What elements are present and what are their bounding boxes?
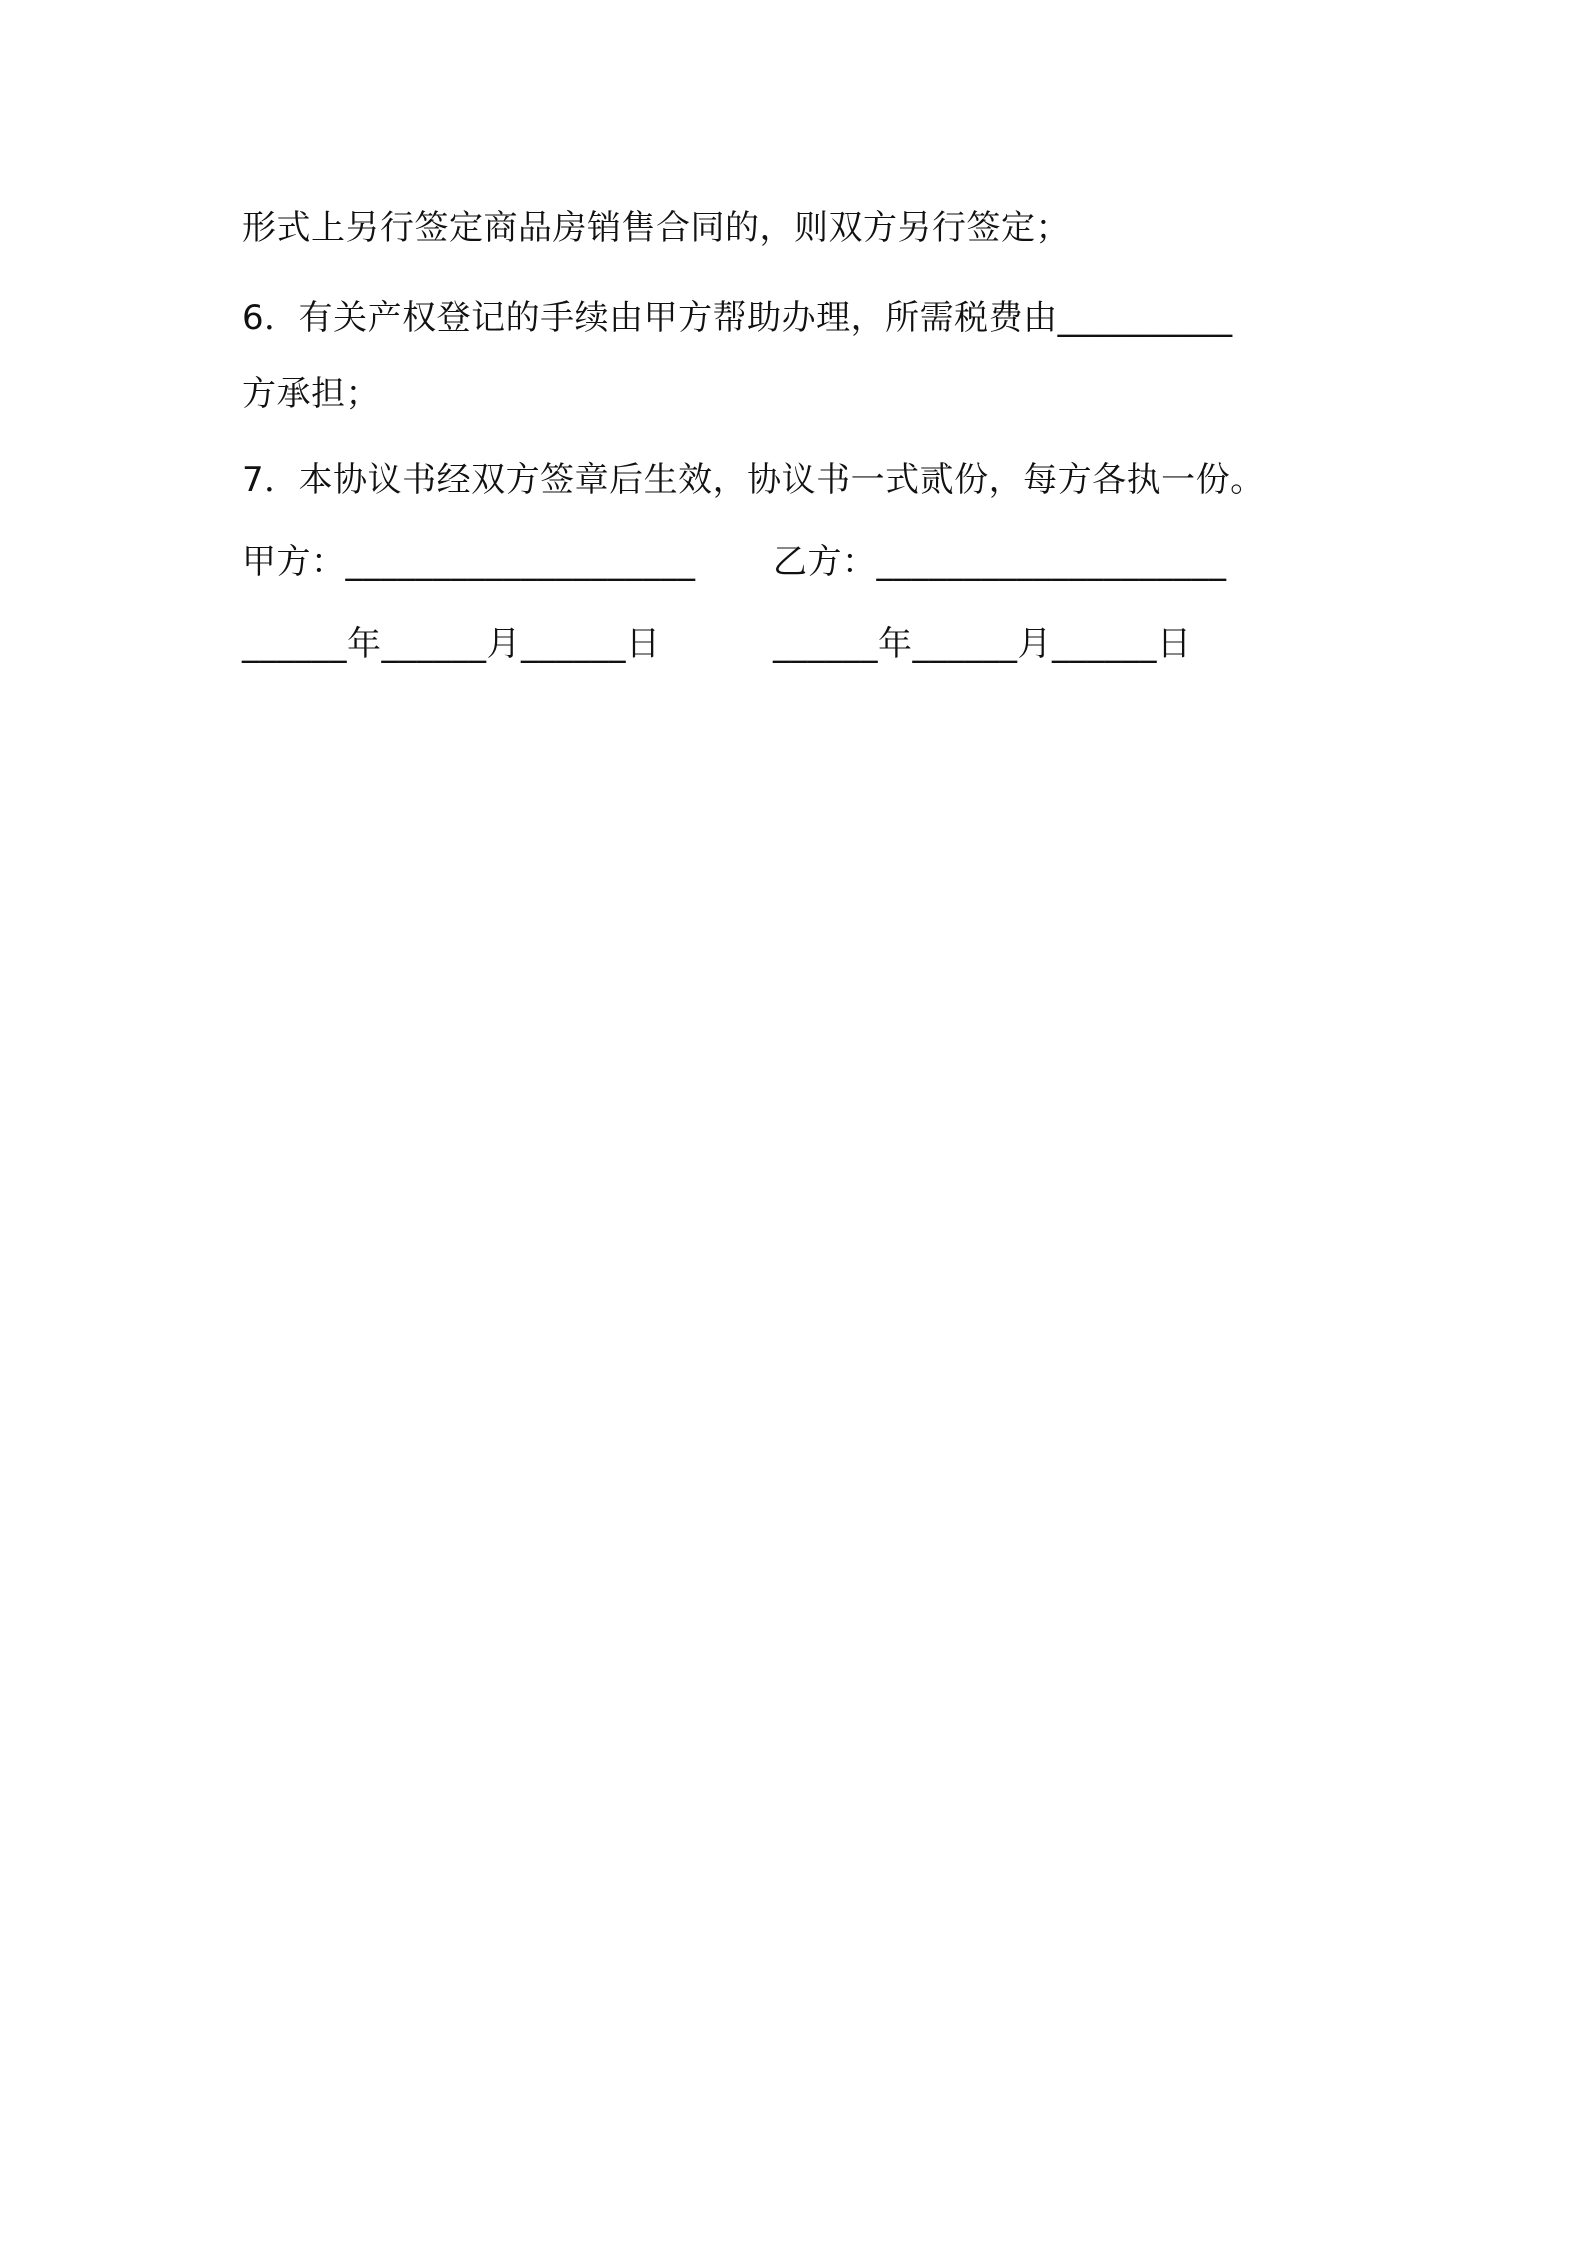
contract-text-line: 形式上另行签定商品房销售合同的，则双方另行签定； xyxy=(242,208,1070,248)
clause-7: 7．本协议书经双方签章后生效，协议书一式贰份，每方各执一份。 xyxy=(242,460,1265,500)
clause-6-line-2: 方承担； xyxy=(242,374,380,414)
party-b-signature-line: 乙方：____________________ xyxy=(773,542,1227,582)
party-a-date-line: ______年______月______日 xyxy=(242,624,661,664)
clause-6-line-1: 6．有关产权登记的手续由甲方帮助办理，所需税费由__________ xyxy=(242,298,1233,338)
party-b-date-line: ______年______月______日 xyxy=(773,624,1192,664)
party-a-signature-line: 甲方：____________________ xyxy=(242,542,696,582)
